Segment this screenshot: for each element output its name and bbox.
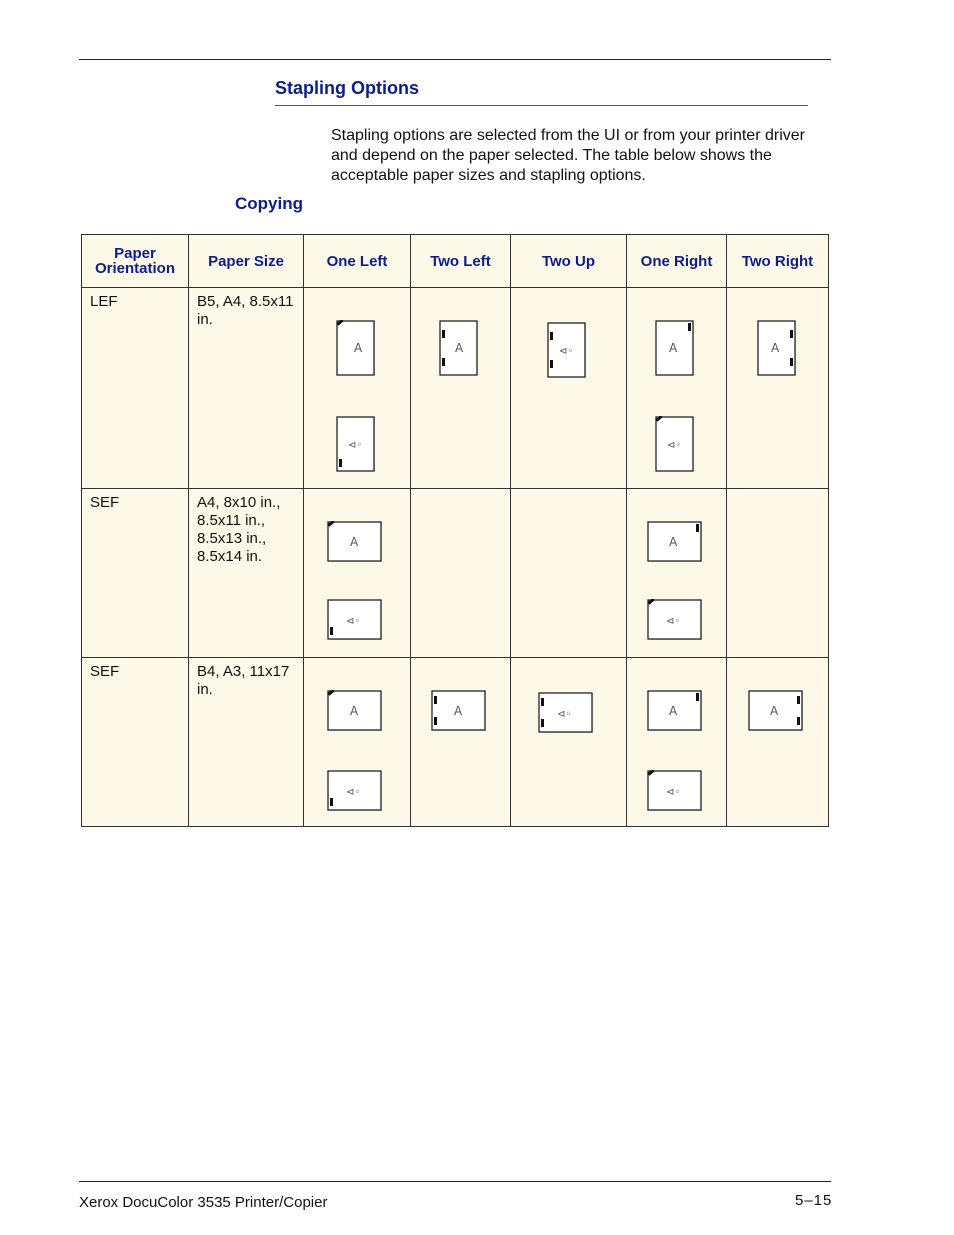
- footer-page-number: 5–15: [795, 1192, 833, 1209]
- header-paper-size: Paper Size: [189, 235, 304, 288]
- cell-one-left: [304, 489, 411, 658]
- svg-text:A: A: [354, 341, 363, 355]
- landscape-staple-top-right-icon: [647, 521, 703, 563]
- landscape-staple-top-left-icon: [647, 599, 703, 641]
- cell-one-left: [304, 658, 411, 827]
- portrait-two-staples-right-icon: [757, 320, 797, 376]
- landscape-staple-top-right-icon: [647, 690, 703, 732]
- title-underline: [275, 105, 808, 106]
- landscape-two-staples-left-icon: [431, 690, 487, 732]
- svg-text:⊲◦: ⊲◦: [559, 346, 574, 357]
- portrait-staple-top-right-icon: [655, 320, 695, 376]
- table-row: [82, 489, 829, 658]
- cell-orientation: SEF: [82, 489, 189, 658]
- portrait-two-staples-left-icon: [439, 320, 479, 376]
- landscape-staple-bottom-left-icon: [327, 770, 383, 812]
- svg-text:⊲◦: ⊲◦: [557, 709, 572, 720]
- header-two-left: Two Left: [411, 235, 511, 288]
- portrait-staple-top-left-icon: [336, 320, 376, 376]
- cell-two-left: [411, 658, 511, 827]
- header-two-up: Two Up: [511, 235, 627, 288]
- svg-text:A: A: [454, 704, 463, 718]
- cell-two-up: [511, 288, 627, 489]
- svg-text:⊲◦: ⊲◦: [666, 616, 681, 627]
- header-one-right: One Right: [627, 235, 727, 288]
- cell-two-left: [411, 288, 511, 489]
- header-paper-orientation: Paper Orientation: [82, 235, 189, 288]
- cell-two-up: [511, 489, 627, 658]
- svg-text:A: A: [350, 704, 359, 718]
- landscape-staple-bottom-left-icon: [327, 599, 383, 641]
- cell-two-left: [411, 489, 511, 658]
- portrait-staple-top-left-icon: [655, 416, 695, 472]
- svg-text:A: A: [455, 341, 464, 355]
- svg-text:A: A: [350, 535, 359, 549]
- table-row: [82, 658, 829, 827]
- footer-product-name: Xerox DocuColor 3535 Printer/Copier: [79, 1194, 328, 1211]
- svg-text:A: A: [669, 535, 678, 549]
- svg-text:⊲◦: ⊲◦: [666, 787, 681, 798]
- cell-one-left: [304, 288, 411, 489]
- svg-text:A: A: [669, 704, 678, 718]
- landscape-staple-top-left-icon: [327, 521, 383, 563]
- header-one-left: One Left: [304, 235, 411, 288]
- table-header-row: [82, 235, 829, 288]
- cell-two-right: [727, 489, 829, 658]
- top-rule: [79, 59, 831, 60]
- cell-paper-size: B5, A4, 8.5x11 in.: [189, 288, 304, 489]
- landscape-two-staples-right-icon: [748, 690, 804, 732]
- footer-rule: [79, 1181, 831, 1182]
- svg-text:A: A: [770, 704, 779, 718]
- cell-two-right: [727, 658, 829, 827]
- cell-two-right: [727, 288, 829, 489]
- cell-one-right: [627, 658, 727, 827]
- svg-text:⊲◦: ⊲◦: [346, 616, 361, 627]
- intro-paragraph: Stapling options are selected from the UI or from your printer driver and depend on the paper selected. The table below shows the acceptable paper sizes and stapling options.: [331, 127, 805, 184]
- cell-paper-size: A4, 8x10 in., 8.5x11 in., 8.5x13 in., 8.5x14 in.: [189, 489, 304, 658]
- cell-orientation: SEF: [82, 658, 189, 827]
- landscape-two-staples-left-icon: [538, 692, 594, 734]
- cell-two-up: [511, 658, 627, 827]
- portrait-two-staples-left-icon: [547, 322, 587, 378]
- cell-paper-size: B4, A3, 11x17 in.: [189, 658, 304, 827]
- cell-orientation: LEF: [82, 288, 189, 489]
- header-two-right: Two Right: [727, 235, 829, 288]
- svg-text:⊲◦: ⊲◦: [667, 440, 682, 451]
- landscape-staple-top-left-icon: [327, 690, 383, 732]
- subsection-title: Copying: [235, 194, 303, 213]
- svg-text:⊲◦: ⊲◦: [346, 787, 361, 798]
- cell-one-right: [627, 288, 727, 489]
- cell-one-right: [627, 489, 727, 658]
- svg-text:A: A: [669, 341, 678, 355]
- section-title: Stapling Options: [275, 78, 419, 98]
- landscape-staple-top-left-icon: [647, 770, 703, 812]
- svg-text:A: A: [771, 341, 780, 355]
- svg-text:⊲◦: ⊲◦: [348, 440, 363, 451]
- stapling-options-table: [81, 234, 829, 827]
- portrait-staple-bottom-left-icon: [336, 416, 376, 472]
- table-row: [82, 288, 829, 489]
